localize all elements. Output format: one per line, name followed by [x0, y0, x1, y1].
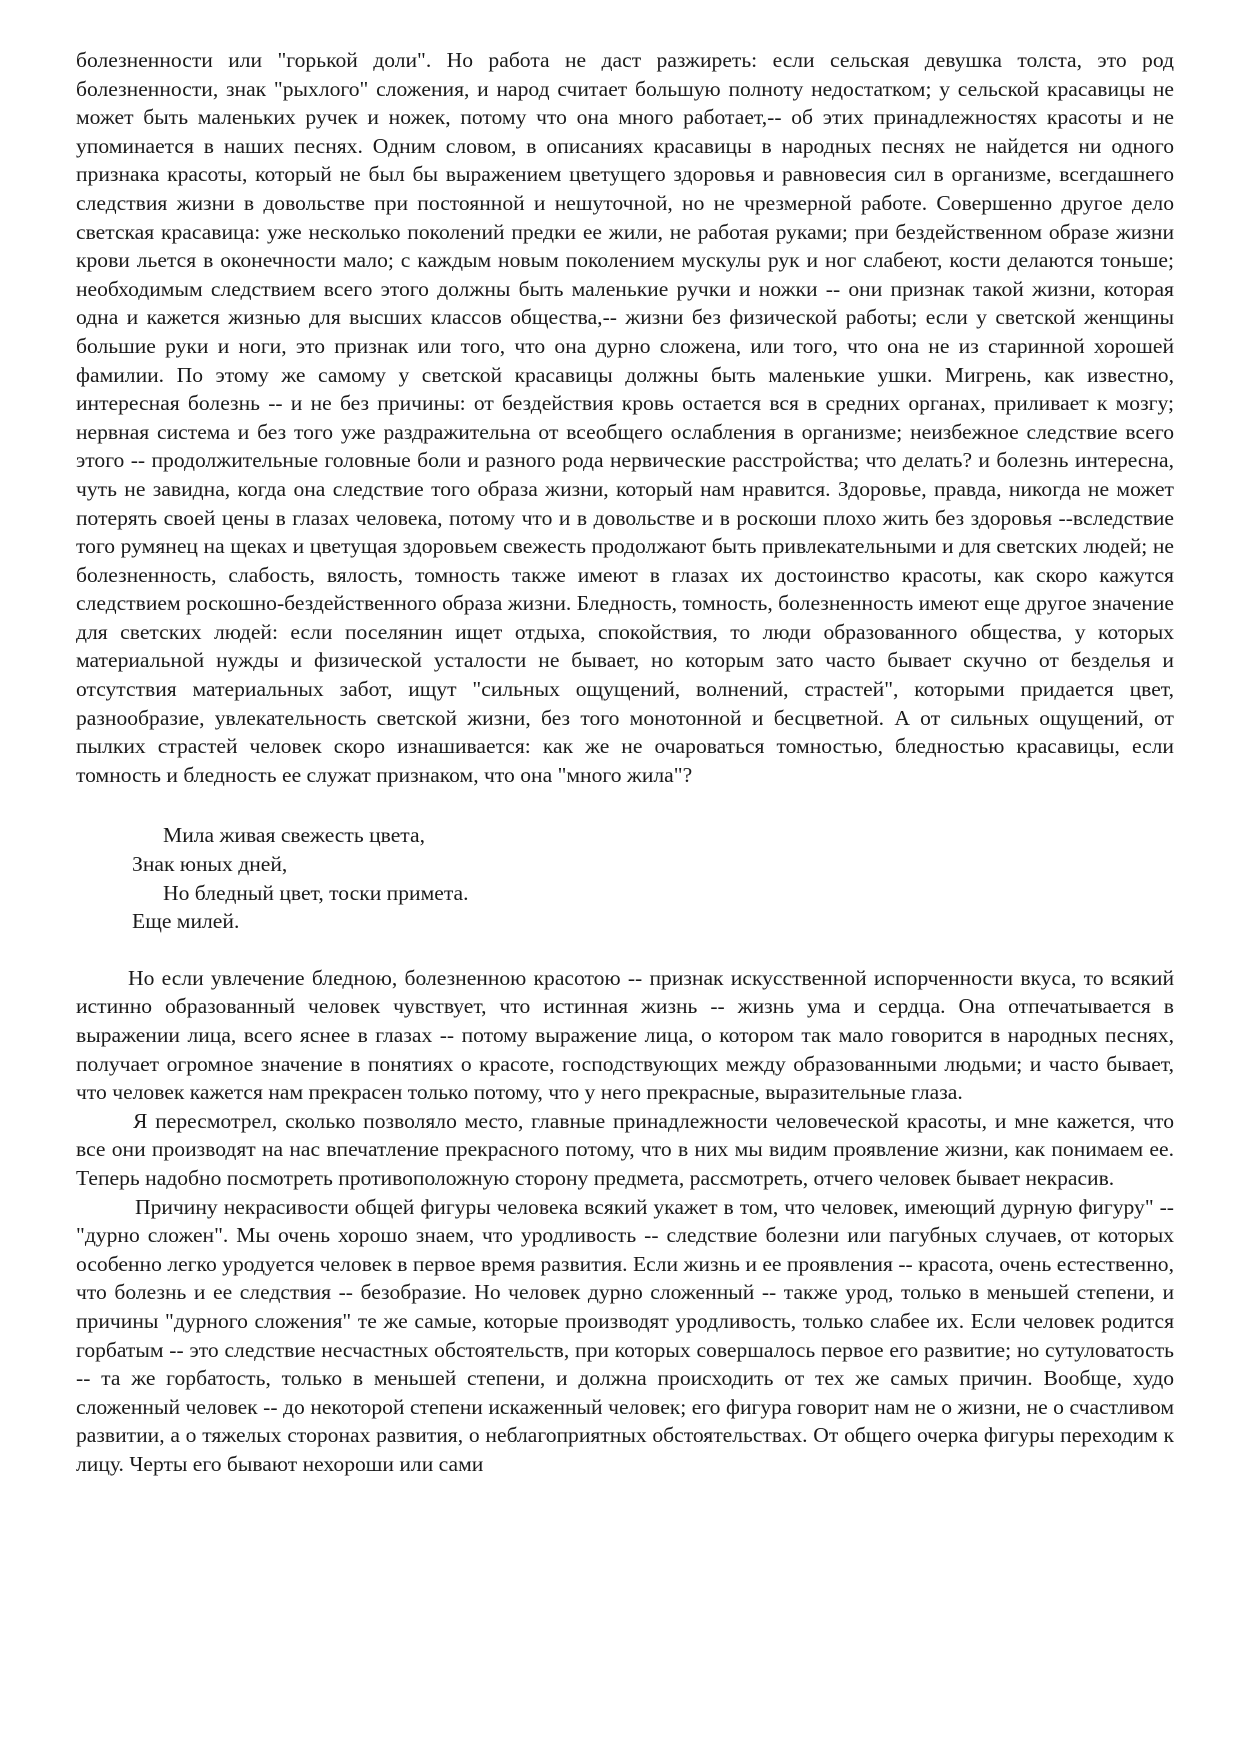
poem	[76, 821, 1174, 935]
paragraph: Но если увлечение бледною, болезненною красотою -- признак искусственной испорченности вкуса, то всякий истинно образованный человек чувствует, что истинная жизнь -- жизнь ума и сердца. Она отпечатывается в выражении лица, всего яснее в глазах -- потому выражение лица, о котором так мало говорится в народных песнях, получает огромное значение в понятиях о красоте, господствующих между образованными людьми; и часто бывает, что человек кажется нам прекрасен только потому, что у него прекрасные, выразительные глаза.	[76, 965, 1174, 1105]
paragraph: Причину некрасивости общей фигуры человека всякий укажет в том, что человек, имеющий дурную фигуру" -- "дурно сложен". Мы очень хорошо знаем, что уродливость -- следствие болезни или пагубных случаев, от которых особенно легко уродуется человек в первое время развития. Если жизнь и ее проявления -- красота, очень естественно, что болезнь и ее следствия -- безобразие. Но человек дурно сложенный -- также урод, только в меньшей степени, и причины "дурного сложения" те же самые, которые производят уродливость, только слабее их. Если человек родится горбатым -- это следствие несчастных обстоятельств, при которых совершалось первое его развитие; но сутуловатость -- та же горбатость, только в меньшей степени, и должна происходить от тех же самых причин. Вообще, худо сложенный человек -- до некоторой степени искаженный человек; его фигура говорит нам не о жизни, не о счастливом развитии, а о тяжелых сторонах развития, о неблагоприятных обстоятельствах. От общего очерка фигуры переходим к лицу. Черты его бывают нехороши или сами	[76, 1194, 1174, 1476]
paragraph: болезненности или "горькой доли". Но работа не даст разжиреть: если сельская девушка толста, это род болезненности, знак "рыхлого" сложения, и народ считает большую полноту недостатком; у сельской красавицы не может быть маленьких ручек и ножек, потому что она много работает,-- об этих принадлежностях красоты и не упоминается в наших песнях. Одним словом, в описаниях красавицы в народных песнях не найдется ни одного признака красоты, который не был бы выражением цветущего здоровья и равновесия сил в организме, всегдашнего следствия жизни в довольстве при постоянной и нешуточной, но не чрезмерной работе. Совершенно другое дело светская красавица: уже несколько поколений предки ее жили, не работая руками; при бездейственном образе жизни крови льется в оконечности мало; с каждым новым поколением мускулы рук и ног слабеют, кости делаются тоньше; необходимым следствием всего этого должны быть маленькие ручки и ножки -- они признак такой жизни, которая одна и кажется жизнью для высших классов общества,-- жизни без физической работы; если у светской женщины большие руки и ноги, это признак или того, что она дурно сложена, или того, что она не из старинной хорошей фамилии. По этому же самому у светской красавицы должны быть маленькие ушки. Мигрень, как известно, интересная болезнь -- и не без причины: от бездействия кровь остается вся в средних органах, приливает к мозгу; нервная система и без того уже раздражительна от всеобщего ослабления в организме; неизбежное следствие всего этого -- продолжительные головные боли и разного рода нервические расстройства; что делать? и болезнь интересна, чуть не завидна, когда она следствие того образа жизни, который нам нравится. Здоровье, правда, никогда не может потерять своей цены в глазах человека, потому что и в довольстве и в роскоши плохо жить без здоровья --вследствие того румянец на щеках и цветущая здоровьем свежесть продолжают быть привлекательными и для светских людей; не болезненность, слабость, вялость, томность также имеют в глазах их достоинство красоты, как скоро кажутся следствием роскошно-бездейственного образа жизни. Бледность, томность, болезненность имеют еще другое значение для светских людей: если поселянин ищет отдыха, спокойствия, то люди образованного общества, у которых материальной нужды и физической усталости не бывает, но которым зато часто бывает скучно от безделья и отсутствия материальных забот, ищут "сильных ощущений, волнений, страстей", которыми придается цвет, разнообразие, увлекательность светской жизни, без того монотонной и бесцветной. А от сильных ощущений, от пылких страстей человек скоро изнашивается: как же не очароваться томностью, бледностью красавицы, если томность и бледность ее служат признаком, что она "много жила"?	[76, 48, 1174, 787]
poem-line: Мила живая свежесть цвета,	[163, 823, 425, 848]
poem-line: Знак юных дней,	[132, 852, 288, 877]
poem-line: Но бледный цвет, тоски примета.	[163, 880, 469, 905]
document-page	[76, 46, 1174, 1479]
poem-line: Еще милей.	[132, 909, 240, 934]
paragraph: Я пересмотрел, сколько позволяло место, главные принадлежности человеческой красоты, и мне кажется, что все они производят на нас впечатление прекрасного потому, что в них мы видим проявление жизни, как понимаем ее. Теперь надобно посмотреть противоположную сторону предмета, рассмотреть, отчего человек бывает некрасив.	[76, 1108, 1174, 1190]
